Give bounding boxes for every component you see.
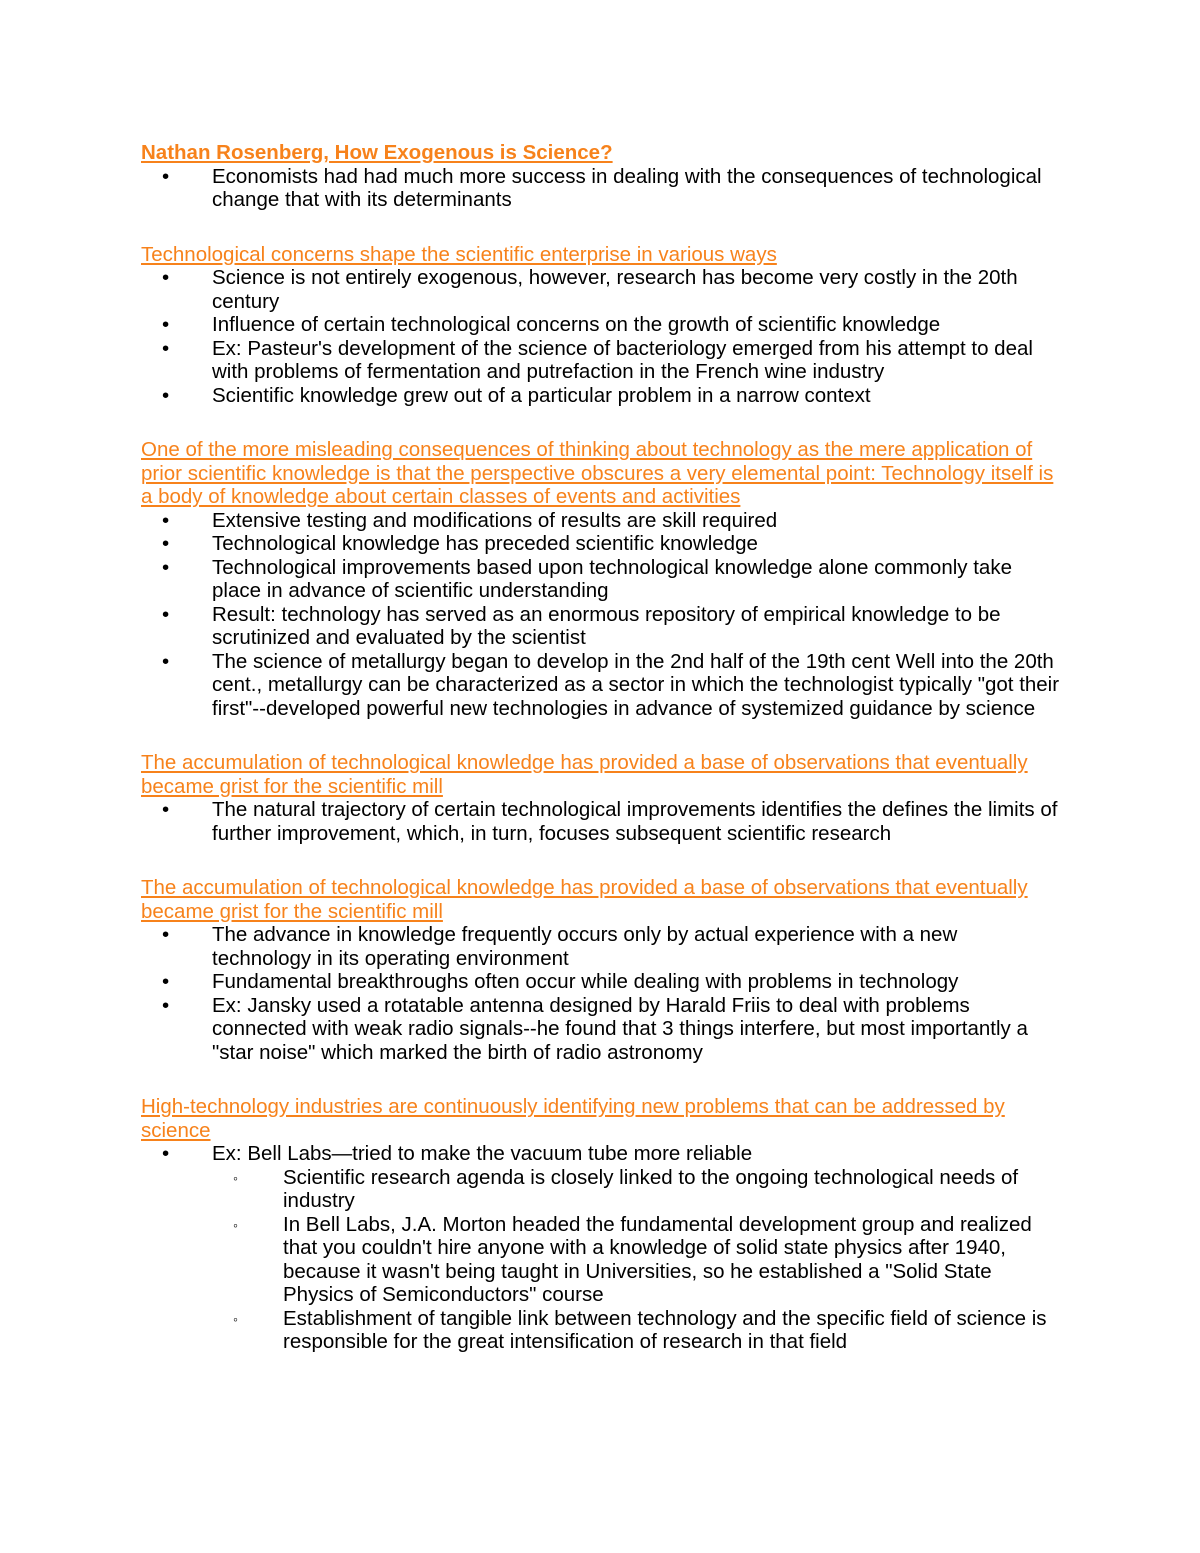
hollow-bullet-icon: ◦ <box>233 1310 238 1327</box>
sub-list-item-text: Establishment of tangible link between technology and the specific field of science is responsible for the great intensification of research in that field <box>283 1306 1047 1353</box>
bullet-icon: • <box>162 970 170 993</box>
sub-bullet-list <box>212 1166 1061 1354</box>
list-item <box>141 266 1061 313</box>
bullet-icon: • <box>162 313 170 336</box>
document-title: Nathan Rosenberg, How Exogenous is Science? <box>141 141 613 164</box>
list-item <box>141 556 1061 603</box>
bullet-icon: • <box>162 164 170 188</box>
section-heading: High-technology industries are continuously identifying new problems that can be addressed by science <box>141 1095 1005 1142</box>
bullet-icon: • <box>162 798 170 821</box>
sub-list-item-text: Scientific research agenda is closely linked to the ongoing technological needs of industry <box>283 1165 1019 1212</box>
list-item <box>141 798 1061 845</box>
bullet-list <box>141 266 1061 407</box>
bullet-list <box>141 923 1061 1064</box>
list-item <box>141 313 1061 337</box>
sub-list-item <box>212 1307 1061 1354</box>
list-item-text: Extensive testing and modifications of results are skill required <box>212 508 778 532</box>
list-item <box>141 970 1061 994</box>
bullet-icon: • <box>162 555 170 579</box>
list-item <box>141 994 1061 1065</box>
section-4 <box>141 876 1061 1064</box>
bullet-icon: • <box>162 532 170 555</box>
section-heading: Technological concerns shape the scientific enterprise in various ways <box>141 242 777 266</box>
section-heading: The accumulation of technological knowledge has provided a base of observations that eventually became grist for the scientific mill <box>141 876 1028 923</box>
list-item <box>141 603 1061 650</box>
hollow-bullet-icon: ◦ <box>233 1216 238 1233</box>
bullet-icon: • <box>162 266 170 289</box>
list-item <box>141 509 1061 533</box>
bullet-icon: • <box>162 923 170 946</box>
list-item-text: Fundamental breakthroughs often occur while dealing with problems in technology <box>212 970 959 993</box>
list-item <box>141 650 1061 721</box>
section-heading: One of the more misleading consequences of thinking about technology as the mere application of prior scientific knowledge is that the perspective obscures a very elemental point: Technology itself is a body of knowledge about certain classes of events and activities <box>141 438 1054 508</box>
list-item <box>141 1142 1061 1354</box>
list-item <box>141 337 1061 384</box>
list-item-text: Ex: Bell Labs—tried to make the vacuum tube more reliable <box>212 1142 753 1165</box>
hollow-bullet-icon: ◦ <box>233 1169 238 1186</box>
list-item-text: Result: technology has served as an enormous repository of empirical knowledge to be scrutinized and evaluated by the scientist <box>212 602 1001 649</box>
intro-bullet-list <box>141 165 1061 212</box>
list-item-text: Technological knowledge has preceded scientific knowledge <box>212 532 758 555</box>
list-item-text: Ex: Pasteur's development of the science of bacteriology emerged from his attempt to deal with problems of fermentation and putrefaction in the French wine industry <box>212 336 1033 383</box>
list-item-text: Economists had had much more success in dealing with the consequences of technological change that with its determinants <box>212 164 1042 211</box>
list-item-text: The advance in knowledge frequently occurs only by actual experience with a new technology in its operating environment <box>212 923 958 970</box>
bullet-icon: • <box>162 602 170 626</box>
list-item <box>141 923 1061 970</box>
section-3 <box>141 751 1061 845</box>
list-item-text: The natural trajectory of certain technological improvements identifies the defines the limits of further improvement, which, in turn, focuses subsequent scientific research <box>212 798 1058 845</box>
bullet-icon: • <box>162 1142 170 1165</box>
sub-list-item <box>212 1213 1061 1307</box>
bullet-icon: • <box>162 649 170 673</box>
section-2 <box>141 438 1061 720</box>
title-section <box>141 141 1061 212</box>
document-page <box>141 141 1061 1385</box>
section-heading: The accumulation of technological knowledge has provided a base of observations that eventually became grist for the scientific mill <box>141 751 1028 798</box>
sub-list-item <box>212 1166 1061 1213</box>
list-item-text: Technological improvements based upon technological knowledge alone commonly take place in advance of scientific understanding <box>212 555 1012 602</box>
bullet-list <box>141 509 1061 721</box>
bullet-icon: • <box>162 508 170 532</box>
list-item-text: Scientific knowledge grew out of a particular problem in a narrow context <box>212 383 871 407</box>
bullet-icon: • <box>162 383 170 407</box>
list-item <box>141 165 1061 212</box>
bullet-icon: • <box>162 336 170 360</box>
section-5 <box>141 1095 1061 1354</box>
section-1 <box>141 243 1061 408</box>
list-item-text: Ex: Jansky used a rotatable antenna designed by Harald Friis to deal with problems connected with weak radio signals--he found that 3 things interfere, but most importantly a "star noise" which marked the birth of radio astronomy <box>212 993 1028 1064</box>
bullet-list <box>141 1142 1061 1354</box>
list-item <box>141 532 1061 556</box>
bullet-icon: • <box>162 993 170 1017</box>
list-item-text: Science is not entirely exogenous, however, research has become very costly in the 20th century <box>212 266 1018 313</box>
sub-list-item-text: In Bell Labs, J.A. Morton headed the fundamental development group and realized that you couldn't hire anyone with a knowledge of solid state physics after 1940, because it wasn't being taught in Universities, so he established a "Solid State Physics of Semiconductors" course <box>283 1212 1032 1306</box>
list-item-text: The science of metallurgy began to develop in the 2nd half of the 19th cent Well into the 20th cent., metallurgy can be characterized as a sector in which the technologist typically "got their first"--developed powerful new technologies in advance of systemized guidance by science <box>212 649 1060 720</box>
list-item-text: Influence of certain technological concerns on the growth of scientific knowledge <box>212 313 941 336</box>
list-item <box>141 384 1061 408</box>
bullet-list <box>141 798 1061 845</box>
